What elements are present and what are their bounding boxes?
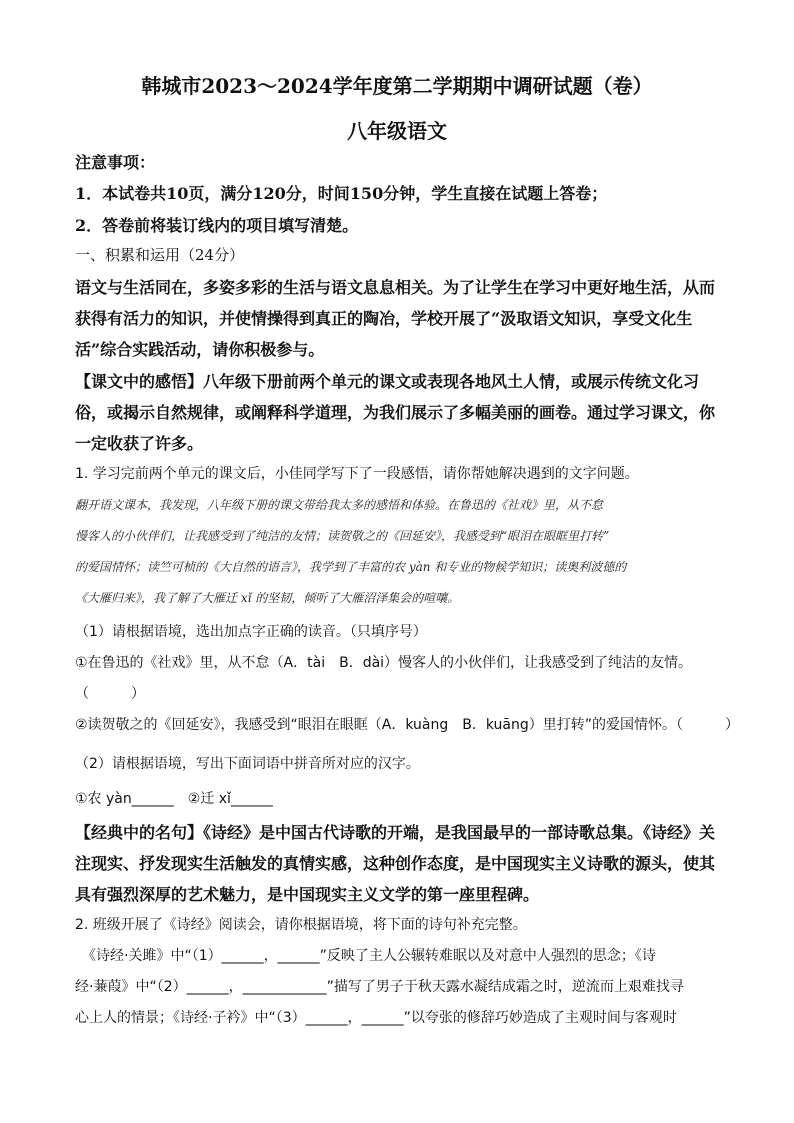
block-line: 俗，或揭示自然规律，或阐释科学道理，为我们展示了多幅美丽的画卷。通过学习课文，你 xyxy=(75,403,716,422)
block-line: 【课文中的感悟】八年级下册前两个单元的课文或表现各地风土人情，或展示传统文化习 xyxy=(75,372,700,391)
notice-item: 2．答卷前将装订线内的项目填写清楚。 xyxy=(75,216,359,235)
notice-heading: 注意事项： xyxy=(75,153,156,172)
question-stem: 2. 班级开展了《诗经》阅读会，请你根据语境，将下面的诗句补充完整。 xyxy=(75,917,527,933)
question-stem: 1. 学习完前两个单元的课文后，小佳同学写下了一段感悟，请你帮她解决遇到的文字问题。 xyxy=(75,466,639,482)
intro-line: 活”综合实践活动，请你积极参与。 xyxy=(75,340,325,359)
fill-line[interactable]: 《诗经·关雎》中“（1）______，______”反映了主人公辗转难眠以及对意中人强烈的思念；《诗 xyxy=(75,948,656,964)
block-line: 具有强烈深厚的艺术魅力，是中国现实主义文学的第一座里程碑。 xyxy=(75,885,540,904)
answer-blanks[interactable]: ①农 yàn______ ②迁 xǐ______ xyxy=(75,791,273,807)
passage-line: 的爱国情怀；读竺可桢的《大自然的语言》，我学到了丰富的农 yàn 和专业的物候学知识；读奥利波德的 xyxy=(75,560,627,574)
exam-subtitle: 八年级语文 xyxy=(347,119,447,143)
sub-question-item: ②读贺敬之的《回延安》，我感受到“眼泪在眼眶（A．kuàng B．kuāng）里打转”的爱国情怀。（ ） xyxy=(75,717,740,733)
sub-question-item: ①在鲁迅的《社戏》里，从不怠（A．tài B．dài）慢客人的小伙伴们，让我感受到了纯洁的友情。 xyxy=(75,655,693,671)
block-line: 注现实、抒发现实生活触发的真情实感，这种创作态度，是中国现实主义诗歌的源头，使其 xyxy=(75,854,716,873)
fill-line[interactable]: 经·蒹葭》中“（2）______，____________”描写了男子于秋天露水凝结成霜之时，逆流而上艰难找寻 xyxy=(75,979,684,995)
fill-line[interactable]: 心上人的情景；《诗经·子衿》中“（3）______，______”以夸张的修辞巧妙造成了主观时间与客观时 xyxy=(75,1010,677,1026)
block-line: 一定收获了许多。 xyxy=(75,434,204,453)
sub-question: （1）请根据语境，选出加点字正确的读音。（只填序号） xyxy=(75,624,427,640)
intro-line: 获得有活力的知识，并使情操得到真正的陶冶，学校开展了“汲取语文知识，享受文化生 xyxy=(75,309,693,328)
block-line: 【经典中的名句】《诗经》是中国古代诗歌的开端，是我国最早的一部诗歌总集。《诗经》关 xyxy=(75,823,716,842)
section-heading: 一、积累和运用（24分） xyxy=(75,246,245,264)
passage-line: 翻开语文课本，我发现，八年级下册的课文带给我太多的感悟和体验。在鲁迅的《社戏》里，从不怠 xyxy=(75,498,604,512)
passage-line: 慢客人的小伙伴们，让我感受到了纯洁的友情；读贺敬之的《回延安》，我感受到“眼泪在眼眶里打转” xyxy=(75,529,610,543)
notice-item: 1．本试卷共10页，满分120分，时间150分钟，学生直接在试题上答卷； xyxy=(75,184,608,203)
answer-blank[interactable]: （ ） xyxy=(75,686,145,702)
sub-question: （2）请根据语境，写出下面词语中拼音所对应的汉字。 xyxy=(75,756,420,772)
exam-title: 韩城市2023～2024学年度第二学期期中调研试题（卷） xyxy=(141,74,653,98)
passage-line: 《大雁归来》，我了解了大雁迁 xǐ 的坚韧，倾听了大雁沼泽集会的喧嚷。 xyxy=(75,591,460,605)
intro-line: 语文与生活同在，多姿多彩的生活与语文息息相关。为了让学生在学习中更好地生活，从而 xyxy=(75,278,716,297)
